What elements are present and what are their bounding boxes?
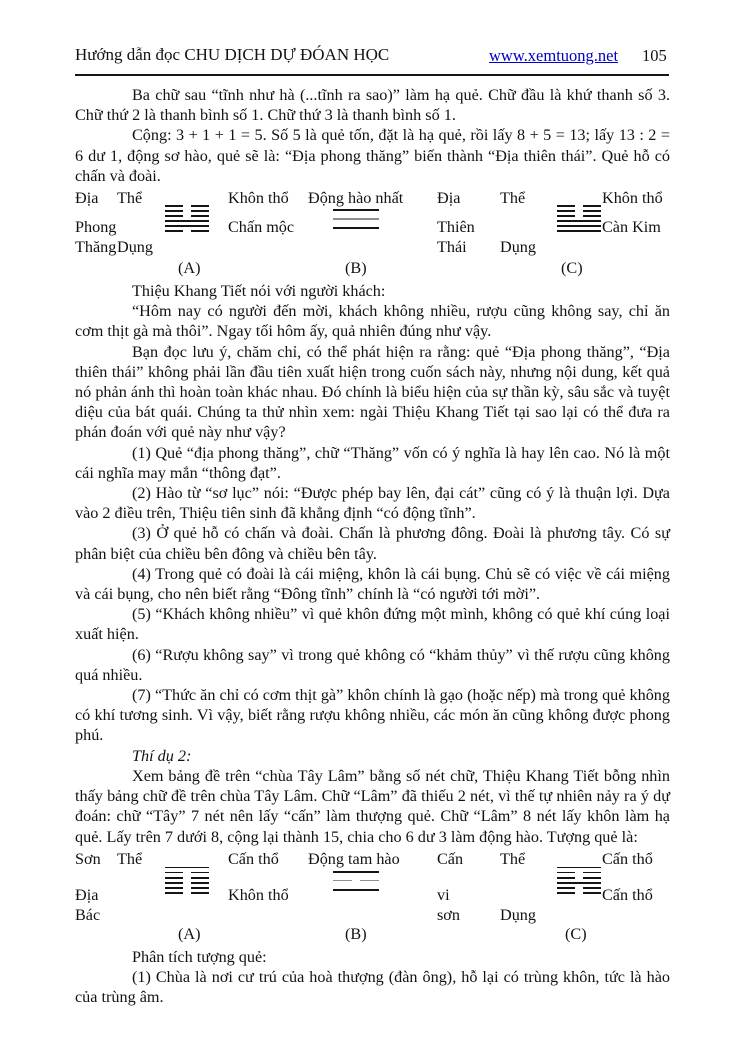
paragraph: Ba chữ sau “tĩnh như hà (...tĩnh ra sao)” làm hạ quẻ. Chữ đầu là khứ thanh số 3. Chữ thứ 2 là thanh bình số 1. Chữ thứ 3 là thanh bình số 1. (75, 86, 670, 125)
column-label-c: (C) (561, 259, 583, 278)
paragraph: “Hôm nay có người đến mời, khách không nhiều, rượu cũng không say, chỉ ăn cơm thịt gà mà thôi”. Ngay tối hôm ấy, quả nhiên đúng như vậy. (75, 302, 670, 341)
trigram-label: Khôn thổ (228, 189, 289, 208)
hexagram-can-vi-son (557, 867, 601, 897)
the-label: Thể (117, 849, 143, 868)
the-label: Thể (500, 189, 526, 208)
hexagram-table-2 (75, 849, 670, 946)
paragraph: (3) Ở quẻ hỗ có chấn và đoài. Chấn là phương đông. Đoài là phương tây. Có sự phân biệt của chiều bên đông và chiều bên tây. (75, 524, 670, 563)
trigram-label: Cấn thổ (602, 849, 653, 868)
header-divider (75, 74, 669, 76)
trigram-label: Cấn thổ (228, 849, 279, 868)
trigram-label: Khôn thổ (228, 885, 289, 904)
hexagram-son-dia-bac (165, 867, 209, 897)
the-label: Thể (117, 189, 143, 208)
column-label-a: (A) (178, 259, 201, 278)
paragraph: Phân tích tượng quẻ: (132, 947, 267, 966)
hexagram-dia-phong-thang (165, 205, 209, 235)
page-number: 105 (642, 46, 667, 65)
moving-line-label: Động hào nhất (308, 189, 404, 208)
example-heading: Thí dụ 2: (132, 746, 192, 765)
paragraph: (4) Trong quẻ có đoài là cái miệng, khôn là cái bụng. Chủ sẽ có việc về cái miệng và cái bụng, cho nên biết rằng “Đông tĩnh” chính là “có người tới mời”. (75, 564, 670, 604)
paragraph: (1) Quẻ “địa phong thăng”, chữ “Thăng” vốn có ý nghĩa là hay lên cao. Nó là một cái nghĩa may mắn “thông đạt”. (75, 443, 670, 482)
column-label-b: (B) (345, 259, 367, 278)
column-label-b: (B) (345, 924, 367, 943)
hexagram-name-part: Địa (75, 885, 99, 904)
moving-line-label: Động tam hào (308, 849, 400, 868)
hexagram-name-part: sơn (437, 905, 460, 924)
hexagram-name-part: Địa (437, 189, 461, 208)
hexagram-name-part: Phong (75, 218, 117, 237)
column-label-a: (A) (178, 924, 201, 943)
paragraph: (6) “Rượu không say” vì trong quẻ không có “khảm thủy” vì thế rượu cũng không quá nhiều. (75, 645, 670, 684)
moving-line-indicator (333, 871, 379, 899)
hexagram-name-part: Bác (75, 905, 101, 924)
hexagram-name-part: Thiên (437, 218, 475, 237)
paragraph: (1) Chùa là nơi cư trú của hoà thượng (đàn ông), hỗ lại có trùng khôn, tức là hào của trùng âm. (75, 967, 670, 1007)
paragraph: Thiệu Khang Tiết nói với người khách: (132, 282, 386, 301)
document-body (75, 85, 670, 1007)
trigram-label: Cấn thổ (602, 885, 653, 904)
paragraph: (5) “Khách không nhiều” vì quẻ khôn đứng một mình, không có quẻ khí cúng loại xuất hiện. (75, 605, 670, 644)
page-header-title: Hướng dẫn đọc CHU DỊCH DỰ ĐÓAN HỌC (75, 45, 390, 64)
hexagram-dia-thien-thai (557, 205, 601, 235)
hexagram-name-part: Cấn (437, 849, 464, 868)
hexagram-name-part: Sơn (75, 849, 101, 868)
the-label: Thể (500, 849, 526, 868)
column-label-c: (C) (565, 924, 587, 943)
paragraph: Xem bảng đề trên “chùa Tây Lâm” bằng số nét chữ, Thiệu Khang Tiết bỗng nhìn thấy bảng chữ đề trên chùa Tây Lâm. Chữ “Lâm” đã thiếu 2 nét, vì thế tự nhiên nảy ra ý dự đoán: chữ “Tây” 7 nét nên lấy “cấn” làm thượng quẻ. Chữ “Lâm” 8 nét lấy khôn làm hạ quẻ. Lấy trên 7 dưới 8, cộng lại thành 15, chia cho 6 dư 3 làm động hào. Tượng quẻ là: (75, 766, 670, 846)
website-link[interactable]: www.xemtuong.net (489, 46, 619, 65)
hexagram-table-1 (75, 188, 670, 280)
paragraph: Bạn đọc lưu ý, chăm chỉ, có thể phát hiện ra rằng: quẻ “Địa phong thăng”, “Địa thiên thái” không phải lần đầu tiên xuất hiện trong cuốn sách này, nhưng nội dung, kết quả nó phản ánh thì hoàn toàn khác nhau. Đó chính là biểu hiện của sự thần kỳ, sâu sắc và tuyệt diệu của bát quái. Chúng ta thử nhìn xem: ngài Thiệu Khang Tiết tại sao lại có thể đưa ra phán đoán với quẻ này như vậy? (75, 342, 670, 442)
dung-label: Dụng (500, 905, 536, 924)
moving-line-indicator (333, 209, 379, 237)
trigram-label: Chấn mộc (228, 218, 295, 237)
paragraph: (2) Hào từ “sơ lục” nói: “Được phép bay lên, đại cát” cũng có ý là thuận lợi. Dựa vào 2 điều trên, Thiệu tiên sinh đã khẳng định “có động tĩnh”. (75, 484, 670, 523)
hexagram-name-part: Địa (75, 189, 99, 208)
hexagram-name-part: Thăng (75, 238, 117, 257)
paragraph: Cộng: 3 + 1 + 1 = 5. Số 5 là quẻ tốn, đặt là hạ quẻ, rồi lấy 8 + 5 = 13; lấy 13 : 2 = 6 dư 1, động sơ hào, quẻ sẽ là: “Địa phong thăng” biến thành “Địa thiên thái”. Quẻ hỗ có chấn và đoài. (75, 126, 670, 185)
hexagram-name-part: Thái (437, 238, 467, 257)
paragraph: (7) “Thức ăn chỉ có cơm thịt gà” khôn chính là gạo (hoặc nếp) mà trong quẻ không có khí tương sinh. Vì vậy, biết rằng rượu không nhiều, các món ăn cũng không được phong phú. (75, 686, 670, 745)
hexagram-name-part: vi (437, 885, 450, 904)
trigram-label: Càn Kim (602, 218, 661, 237)
dung-label: Dụng (117, 238, 153, 257)
dung-label: Dụng (500, 238, 536, 257)
trigram-label: Khôn thổ (602, 189, 663, 208)
